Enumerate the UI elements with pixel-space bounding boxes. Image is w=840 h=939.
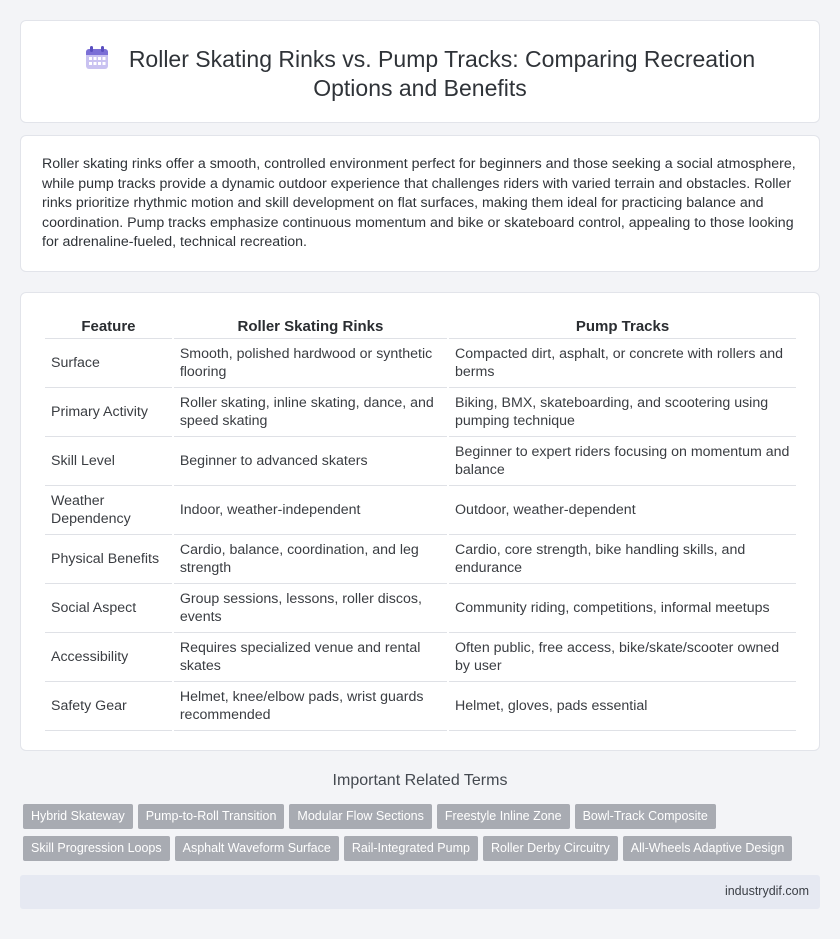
related-term-tag[interactable]: Rail-Integrated Pump	[344, 836, 478, 861]
feature-cell: Surface	[45, 339, 172, 388]
feature-cell: Safety Gear	[45, 682, 172, 731]
footer-site[interactable]: industrydif.com	[724, 884, 809, 898]
related-term-tag[interactable]: Asphalt Waveform Surface	[175, 836, 339, 861]
pump-cell: Biking, BMX, skateboarding, and scootering using pumping technique	[449, 388, 796, 437]
pump-cell: Community riding, competitions, informal meetups	[449, 584, 796, 633]
tag-row	[23, 804, 823, 836]
footer-bar	[20, 875, 820, 909]
table-row	[45, 682, 796, 731]
related-term-tag[interactable]: All-Wheels Adaptive Design	[623, 836, 793, 861]
tag-row	[23, 836, 823, 868]
rink-cell: Roller skating, inline skating, dance, and speed skating	[174, 388, 447, 437]
intro-paragraph: Roller skating rinks offer a smooth, controlled environment perfect for beginners and those seeking a social atmosphere, while pump tracks provide a dynamic outdoor experience that challenges riders with varied terrain and obstacles. Roller rinks prioritize rhythmic motion and skill development on flat surfaces, making them ideal for practicing balance and coordination. Pump tracks emphasize continuous momentum and bike or skateboard control, appealing to those looking for adrenaline-fueled, technical recreation.	[42, 156, 796, 251]
table-row	[45, 584, 796, 633]
related-term-tag[interactable]: Skill Progression Loops	[23, 836, 170, 861]
pump-cell: Compacted dirt, asphalt, or concrete with rollers and berms	[449, 339, 796, 388]
table-header-row	[45, 316, 796, 339]
pump-cell: Often public, free access, bike/skate/scooter owned by user	[449, 633, 796, 682]
table-row	[45, 437, 796, 486]
feature-cell: Primary Activity	[45, 388, 172, 437]
pump-cell: Cardio, core strength, bike handling skills, and endurance	[449, 535, 796, 584]
table-row	[45, 388, 796, 437]
rink-cell: Requires specialized venue and rental skates	[174, 633, 447, 682]
pump-cell: Helmet, gloves, pads essential	[449, 682, 796, 731]
title-card	[20, 20, 820, 123]
related-term-tag[interactable]: Bowl-Track Composite	[575, 804, 716, 829]
related-term-tag[interactable]: Pump-to-Roll Transition	[138, 804, 285, 829]
feature-cell: Physical Benefits	[45, 535, 172, 584]
feature-cell: Social Aspect	[45, 584, 172, 633]
related-term-tag[interactable]: Hybrid Skateway	[23, 804, 133, 829]
calendar-icon	[85, 46, 109, 70]
table-row	[45, 339, 796, 388]
pump-cell: Beginner to expert riders focusing on momentum and balance	[449, 437, 796, 486]
feature-cell: Accessibility	[45, 633, 172, 682]
related-term-tag[interactable]: Freestyle Inline Zone	[437, 804, 570, 829]
comparison-table	[43, 316, 798, 731]
intro-card	[20, 135, 820, 272]
pump-cell: Outdoor, weather-dependent	[449, 486, 796, 535]
page-title-wrap	[21, 45, 819, 103]
table-row	[45, 535, 796, 584]
rink-cell: Smooth, polished hardwood or synthetic flooring	[174, 339, 447, 388]
header-feature: Feature	[45, 316, 172, 339]
header-pump-tracks: Pump Tracks	[449, 316, 796, 339]
feature-cell: Skill Level	[45, 437, 172, 486]
rink-cell: Cardio, balance, coordination, and leg strength	[174, 535, 447, 584]
rink-cell: Indoor, weather-independent	[174, 486, 447, 535]
feature-cell: Weather Dependency	[45, 486, 172, 535]
related-terms-title: Important Related Terms	[332, 772, 508, 789]
rink-cell: Group sessions, lessons, roller discos, events	[174, 584, 447, 633]
related-term-tag[interactable]: Roller Derby Circuitry	[483, 836, 618, 861]
table-row	[45, 486, 796, 535]
page-title: Roller Skating Rinks vs. Pump Tracks: Comparing Recreation Options and Benefits	[128, 46, 756, 101]
rink-cell: Beginner to advanced skaters	[174, 437, 447, 486]
header-roller-skating-rinks: Roller Skating Rinks	[174, 316, 447, 339]
comparison-card	[20, 292, 820, 751]
rink-cell: Helmet, knee/elbow pads, wrist guards recommended	[174, 682, 447, 731]
table-row	[45, 633, 796, 682]
related-terms-tags	[23, 804, 823, 868]
related-term-tag[interactable]: Modular Flow Sections	[289, 804, 431, 829]
